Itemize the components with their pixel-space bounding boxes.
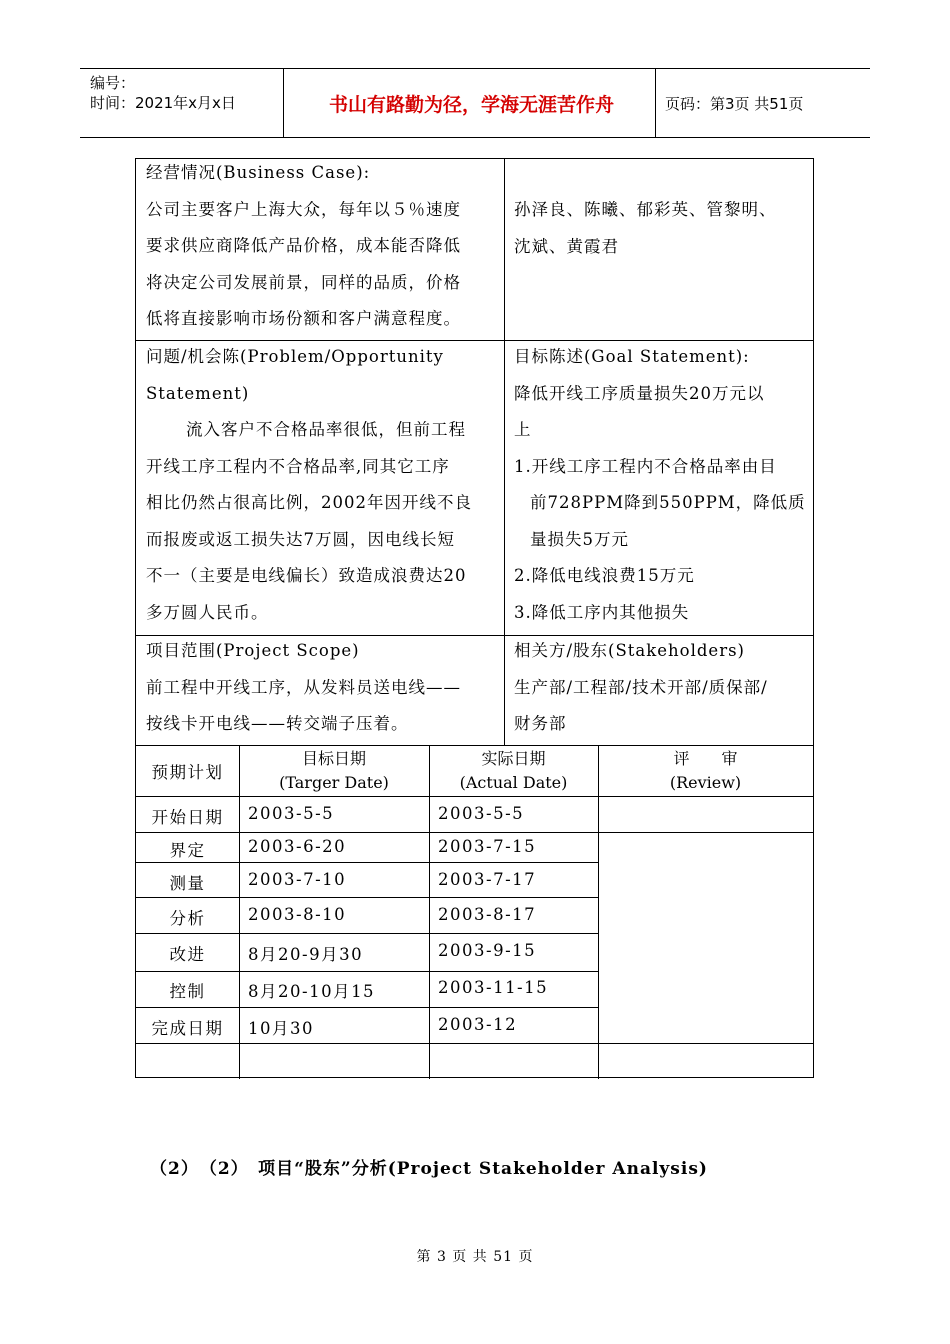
target-date-cell: 10月30 — [248, 1019, 314, 1038]
phase-cell: 完成日期 — [151, 1019, 224, 1038]
table-divider — [136, 796, 813, 797]
stakeholders-line: 生产部/工程部/技术开部/质保部/ — [514, 677, 768, 697]
actual-date-cell: 2003-5-5 — [438, 804, 525, 823]
actual-date-cell: 2003-7-15 — [438, 837, 537, 856]
motto: 书山有路勤为径，学海无涯苦作舟 — [328, 93, 614, 116]
goal-cell — [514, 339, 806, 631]
phase-cell: 界定 — [169, 841, 206, 860]
table-divider — [136, 1007, 598, 1008]
review-en: (Review) — [669, 773, 742, 792]
goal-title: 目标陈述(Goal Statement): — [514, 347, 750, 366]
target-date-cn: 目标日期 — [301, 749, 366, 768]
goal-line: 降低开线工序质量损失20万元以 — [514, 383, 765, 403]
page-info: 页码：第3页 共51页 — [665, 95, 804, 113]
actual-date-cell: 2003-8-17 — [438, 905, 537, 924]
schedule-header-actual — [429, 747, 598, 795]
goal-line: 上 — [514, 420, 532, 439]
target-date-cell: 2003-5-5 — [248, 804, 335, 823]
problem-title: 问题/机会陈(Problem/Opportunity — [146, 347, 444, 366]
page-header — [80, 68, 870, 138]
goal-item: 3.降低工序内其他损失 — [514, 602, 690, 622]
phase-cell: 测量 — [169, 874, 206, 893]
scope-cell — [146, 633, 461, 743]
page-footer: 第 3 页 共 51 页 — [416, 1249, 534, 1265]
table-divider — [136, 971, 598, 972]
business-case-line: 将决定公司发展前景，同样的品质，价格 — [146, 272, 461, 292]
target-date-cell: 8月20-9月30 — [248, 945, 364, 964]
actual-date-cell: 2003-9-15 — [438, 941, 537, 960]
review-cn: 评 审 — [673, 749, 738, 768]
goal-item: 1.开线工序工程内不合格品率由目 — [514, 456, 777, 476]
actual-date-cn: 实际日期 — [481, 749, 546, 768]
section-heading: （2） （2） 项目“股东”分析(Project Stakeholder Analysis) — [150, 1159, 708, 1179]
business-case-line: 要求供应商降低产品价格，成本能否降低 — [146, 236, 461, 255]
goal-item: 2.降低电线浪费15万元 — [514, 566, 695, 585]
business-case-line: 公司主要客户上海大众，每年以５％速度 — [146, 199, 461, 219]
target-date-cell: 8月20-10月15 — [248, 982, 376, 1001]
actual-date-cell: 2003-12 — [438, 1015, 518, 1034]
phase-cell: 控制 — [169, 982, 206, 1001]
problem-line: 不一（主要是电线偏长）致造成浪费达20 — [146, 566, 467, 585]
target-date-cell: 2003-6-20 — [248, 837, 347, 856]
stakeholders-title: 相关方/股东(Stakeholders) — [514, 641, 745, 660]
schedule-header-target — [239, 747, 429, 795]
team-line: 孙泽良、陈曦、郁彩英、管黎明、 — [514, 200, 777, 219]
table-divider — [136, 933, 598, 934]
phase-cell: 分析 — [169, 909, 206, 928]
goal-item-continued: 量损失5万元 — [530, 529, 629, 549]
header-divider — [283, 69, 284, 137]
business-case-title: 经营情况(Business Case): — [146, 163, 371, 182]
target-date-en: (Targer Date) — [279, 773, 389, 792]
actual-date-cell: 2003-11-15 — [438, 978, 549, 997]
date-label: 时间：2021年x月x日 — [90, 94, 236, 112]
business-case-cell — [146, 155, 461, 338]
schedule-header-plan: 预期计划 — [151, 763, 224, 782]
table-divider — [504, 159, 505, 745]
problem-cell — [146, 339, 472, 631]
actual-date-en: (Actual Date) — [459, 773, 568, 792]
header-left — [90, 73, 236, 113]
problem-title: Statement) — [146, 383, 250, 403]
problem-line: 流入客户不合格品率很低，但前工程 — [186, 420, 466, 439]
phase-cell: 改进 — [169, 945, 206, 964]
problem-line: 而报废或返工损失达7万圆，因电线长短 — [146, 529, 455, 549]
scope-line: 前工程中开线工序，从发料员送电线—— — [146, 677, 461, 697]
goal-item-continued: 前728PPM降到550PPM，降低质 — [530, 493, 806, 512]
team-line: 沈斌、黄霞君 — [514, 236, 619, 256]
table-divider — [136, 1043, 813, 1044]
table-divider — [136, 862, 598, 863]
schedule-header-review — [598, 747, 813, 795]
table-divider — [136, 745, 813, 746]
table-divider — [136, 897, 598, 898]
phase-cell: 开始日期 — [151, 808, 224, 827]
business-case-line: 低将直接影响市场份额和客户满意程度。 — [146, 309, 461, 328]
stakeholders-cell — [514, 633, 768, 743]
table-divider — [136, 832, 813, 833]
team-cell — [514, 192, 777, 265]
scope-title: 项目范围(Project Scope) — [146, 641, 360, 660]
problem-line: 多万圆人民币。 — [146, 602, 269, 622]
stakeholders-line: 财务部 — [514, 714, 567, 733]
problem-line: 开线工序工程内不合格品率,同其它工序 — [146, 456, 450, 476]
scope-line: 按线卡开电线——转交端子压着。 — [146, 714, 409, 733]
target-date-cell: 2003-8-10 — [248, 905, 347, 924]
actual-date-cell: 2003-7-17 — [438, 870, 537, 889]
problem-line: 相比仍然占很高比例，2002年因开线不良 — [146, 493, 472, 512]
project-charter-table — [135, 158, 814, 1078]
target-date-cell: 2003-7-10 — [248, 870, 347, 889]
code-label: 编号： — [90, 74, 136, 92]
